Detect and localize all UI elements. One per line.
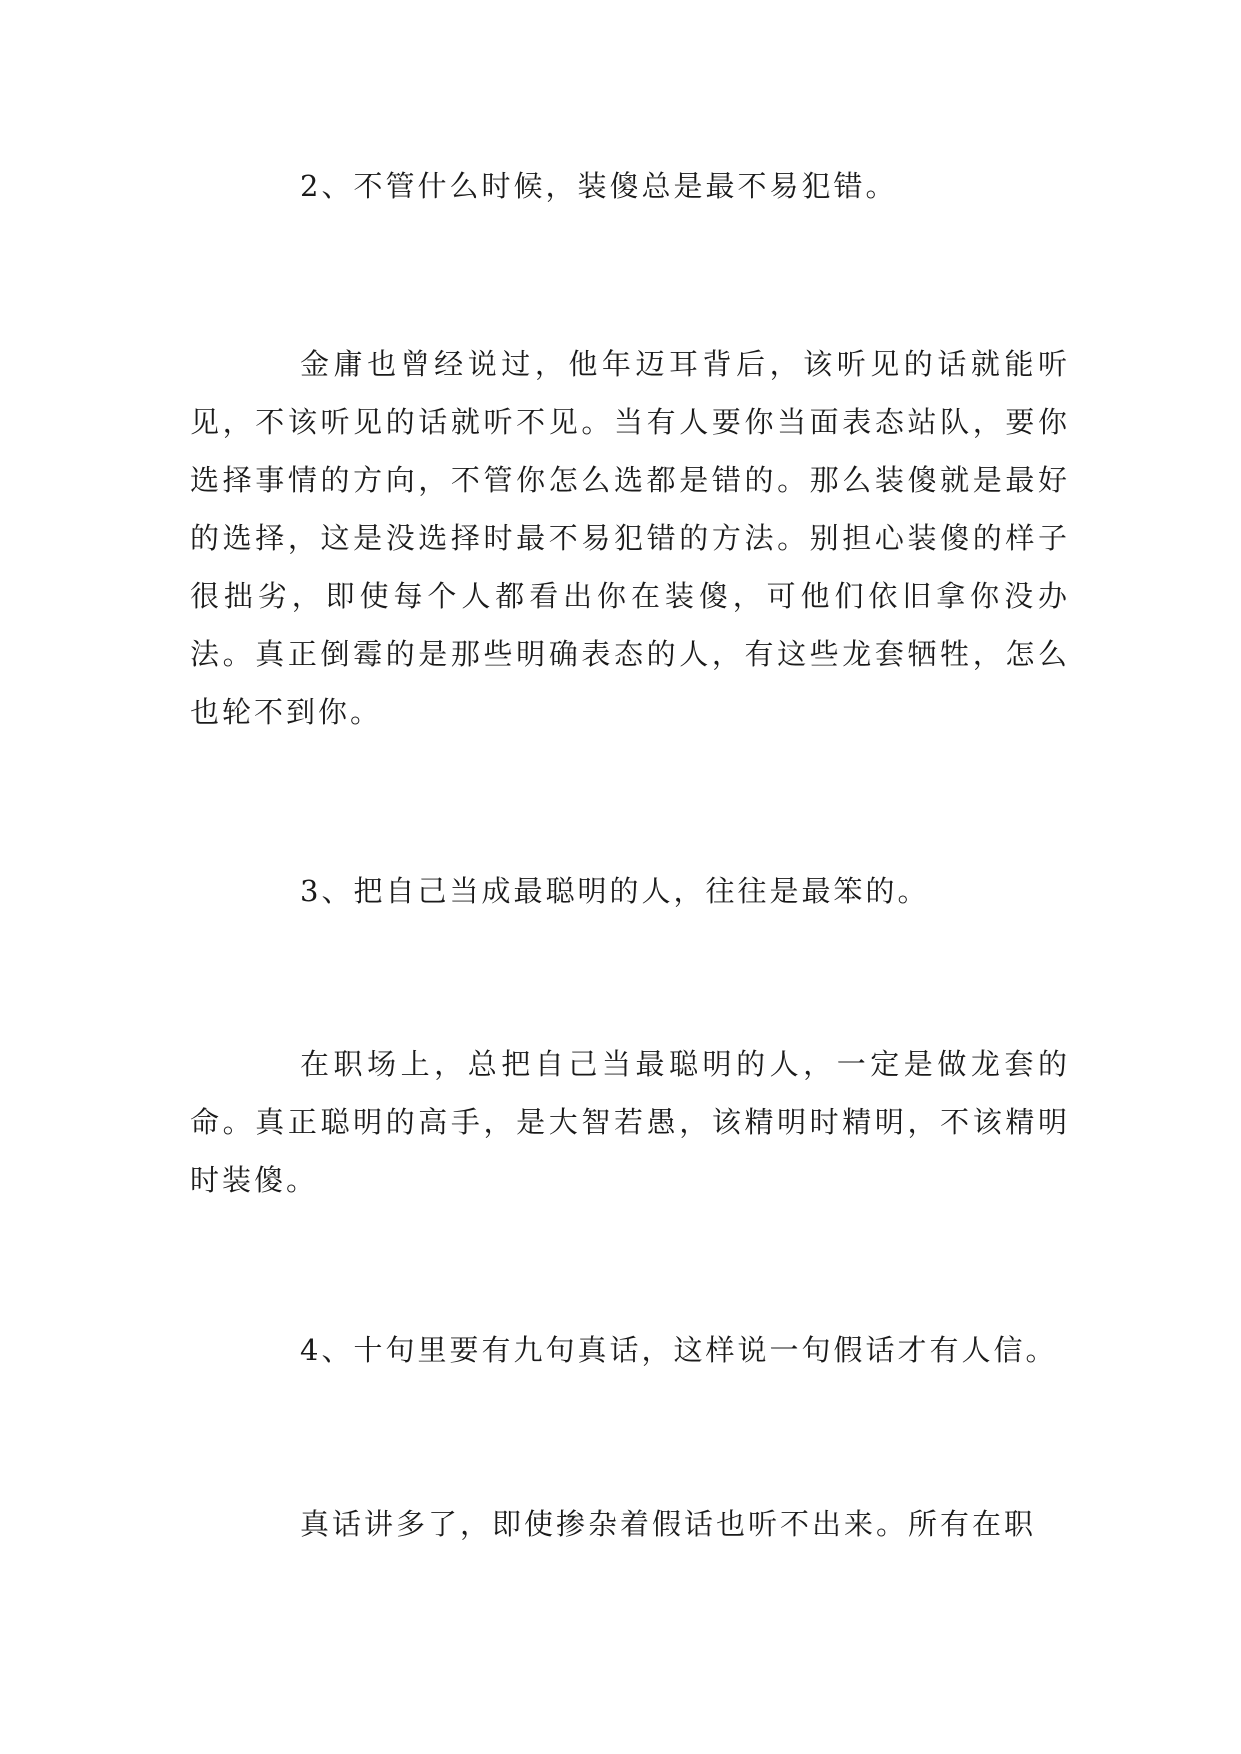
section-paragraph-2: 金庸也曾经说过，他年迈耳背后，该听见的话就能听见，不该听见的话就听不见。当有人要你当面表态站队，要你选择事情的方向，不管你怎么选都是错的。那么装傻就是最好的选择，这是没选择时最不易犯错的方法。别担心装傻的样子很拙劣，即使每个人都看出你在装傻，可他们依旧拿你没办法。真正倒霉的是那些明确表态的人，有这些龙套牺牲，怎么也轮不到你。 <box>190 347 1070 729</box>
section-heading-3: 3、把自己当成最聪明的人，往往是最笨的。 <box>300 874 930 908</box>
section-heading-2: 2、不管什么时候，装傻总是最不易犯错。 <box>300 169 898 203</box>
section-heading-4: 4、十句里要有九句真话，这样说一句假话才有人信。 <box>300 1333 1058 1367</box>
section-paragraph-3: 在职场上，总把自己当最聪明的人，一定是做龙套的命。真正聪明的高手，是大智若愚，该精明时精明，不该精明时装傻。 <box>190 1047 1070 1197</box>
section-paragraph-4: 真话讲多了，即使掺杂着假话也听不出来。所有在职 <box>300 1507 1037 1541</box>
